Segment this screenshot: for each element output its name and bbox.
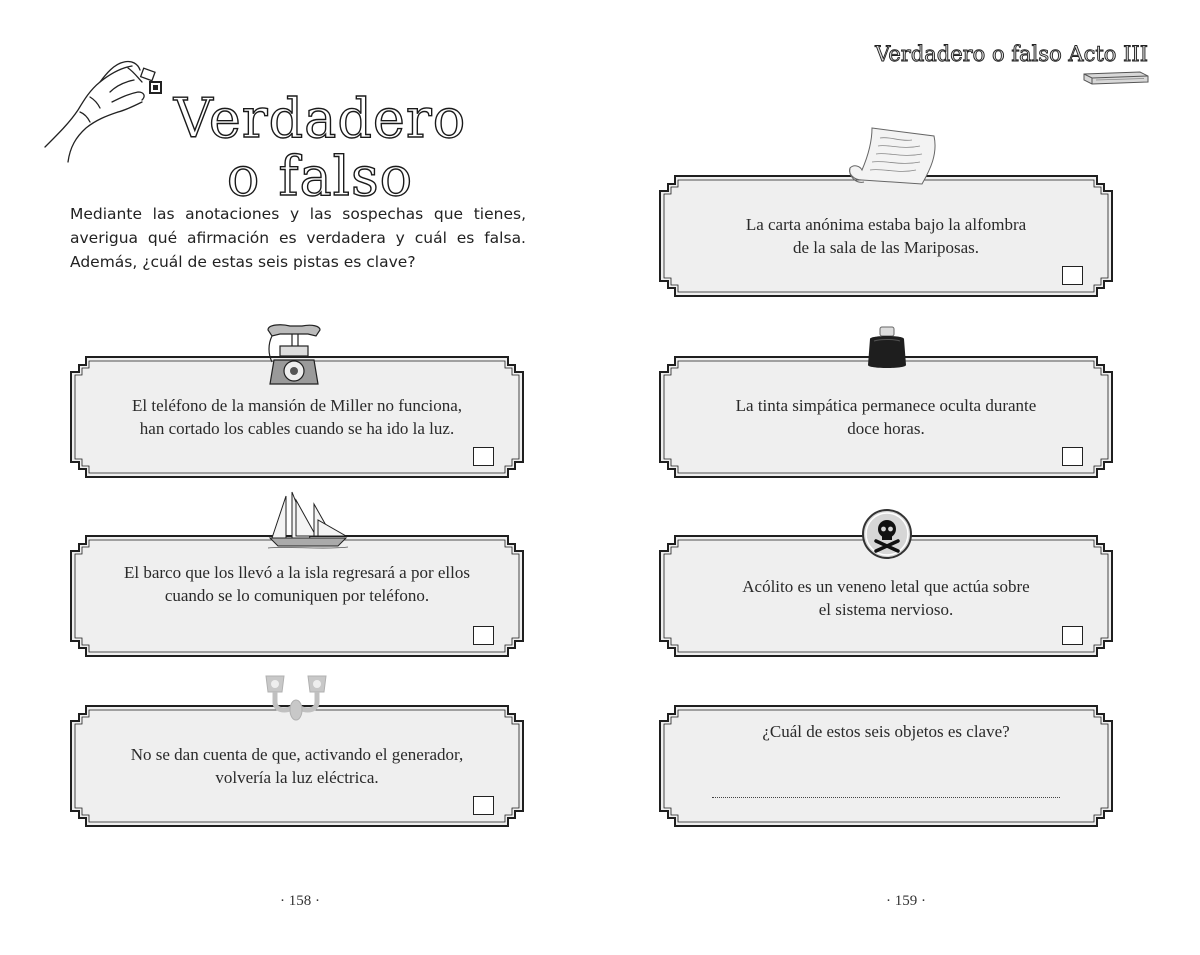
page-number-left: · 158 · (280, 893, 320, 909)
sailboat-icon (266, 490, 350, 552)
intro-paragraph: Mediante las anotaciones y las sospechas que tienes, averigua qué afirmación es verdadera y cuál es falsa. Además, ¿cuál de estas seis pistas es clave? (70, 205, 526, 271)
card-veneno-line-1: Acólito es un veneno letal que actúa sobre (742, 577, 1030, 596)
checkbox-veneno[interactable] (1062, 626, 1083, 645)
page-title (150, 87, 490, 208)
telephone-icon (262, 322, 326, 388)
letter-scroll-icon (842, 124, 942, 198)
card-tinta-line-2: doce horas. (847, 419, 925, 438)
checkbox-telefono[interactable] (473, 447, 494, 466)
book-icon (1082, 68, 1150, 86)
card-pregunta-line-1: ¿Cuál de estos seis objetos es clave? (762, 722, 1010, 741)
card-telefono-line-2: han cortado los cables cuando se ha ido la luz. (139, 419, 455, 438)
card-carta-line-2: de la sala de las Mariposas. (793, 238, 979, 257)
skull-crossbones-icon (861, 508, 913, 560)
card-pregunta (657, 703, 1115, 829)
section-header: Verdadero o falso Acto III (875, 42, 1148, 66)
ink-bottle-icon (864, 325, 910, 371)
page-number-right: · 159 · (886, 893, 926, 909)
checkbox-generador[interactable] (473, 796, 494, 815)
wall-lamp-icon (262, 672, 330, 724)
card-generador-line-2: volvería la luz eléctrica. (215, 768, 379, 787)
title-line-2: o falso (226, 145, 414, 208)
card-carta-line-1: La carta anónima estaba bajo la alfombra (745, 215, 1027, 234)
answer-line[interactable] (712, 797, 1060, 798)
title-line-1: Verdadero (173, 87, 467, 150)
checkbox-carta[interactable] (1062, 266, 1083, 285)
card-generador-line-1: No se dan cuenta de que, activando el generador, (130, 745, 464, 764)
card-barco-line-1: El barco que los llevó a la isla regresará a por ellos (123, 563, 470, 582)
checkbox-tinta[interactable] (1062, 447, 1083, 466)
card-tinta-line-1: La tinta simpática permanece oculta durante (735, 396, 1037, 415)
card-veneno-line-2: el sistema nervioso. (818, 600, 954, 619)
card-barco-line-2: cuando se lo comuniquen por teléfono. (164, 586, 430, 605)
card-telefono-line-1: El teléfono de la mansión de Miller no funciona, (132, 396, 462, 415)
checkbox-barco[interactable] (473, 626, 494, 645)
card-tinta (657, 354, 1115, 480)
